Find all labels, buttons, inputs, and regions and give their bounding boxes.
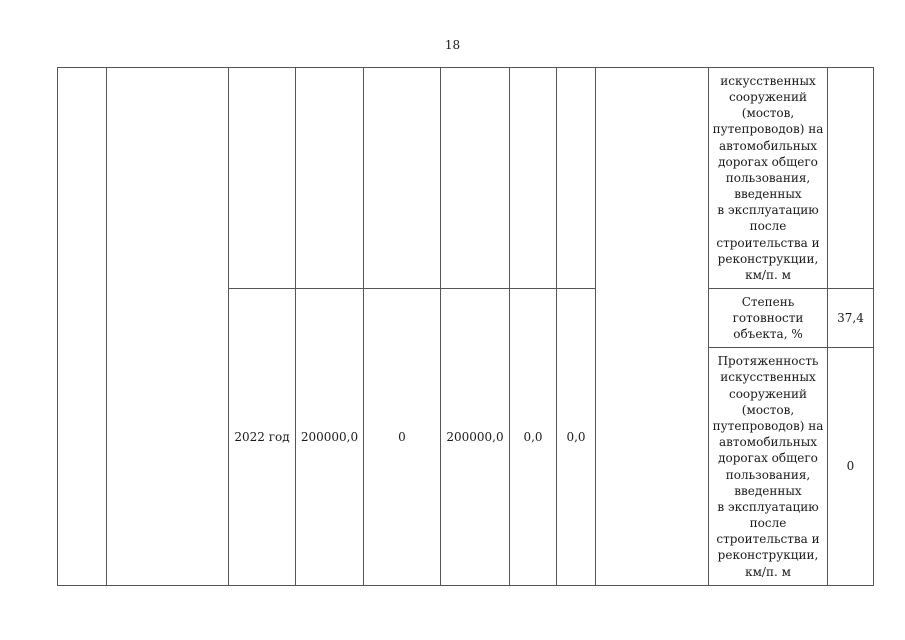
result-cell — [596, 68, 709, 586]
table-row — [58, 68, 874, 289]
total-cell — [296, 68, 364, 289]
local-budget-cell — [510, 68, 557, 289]
local-budget-cell: 0,0 — [510, 289, 557, 586]
indicator-value-cell — [828, 68, 874, 289]
indicator-name-cell: Степень готовности объекта, % — [709, 289, 828, 348]
federal-budget-cell: 0 — [364, 289, 441, 586]
indicator-value-cell: 37,4 — [828, 289, 874, 348]
other-sources-cell — [557, 68, 596, 289]
indicator-value-cell: 0 — [828, 348, 874, 586]
page-number: 18 — [444, 38, 461, 52]
indicator-name-cell: Протяженность искусственных сооружений (мостов, путепроводов) на автомобильных дорогах общего пользования, введенных в эксплуатацию после строительства и реконструкции, км/п. м — [709, 348, 828, 586]
federal-budget-cell — [364, 68, 441, 289]
object-name-cell — [107, 68, 229, 586]
year-cell — [229, 68, 296, 289]
budget-table — [57, 67, 874, 586]
year-cell: 2022 год — [229, 289, 296, 586]
regional-budget-cell: 200000,0 — [441, 289, 510, 586]
number-cell — [58, 68, 107, 586]
indicator-name-cell: искусственных сооружений (мостов, путепроводов) на автомобильных дорогах общего пользования, введенных в эксплуатацию после строительства и реконструкции, км/п. м — [709, 68, 828, 289]
regional-budget-cell — [441, 68, 510, 289]
total-cell: 200000,0 — [296, 289, 364, 586]
other-sources-cell: 0,0 — [557, 289, 596, 586]
